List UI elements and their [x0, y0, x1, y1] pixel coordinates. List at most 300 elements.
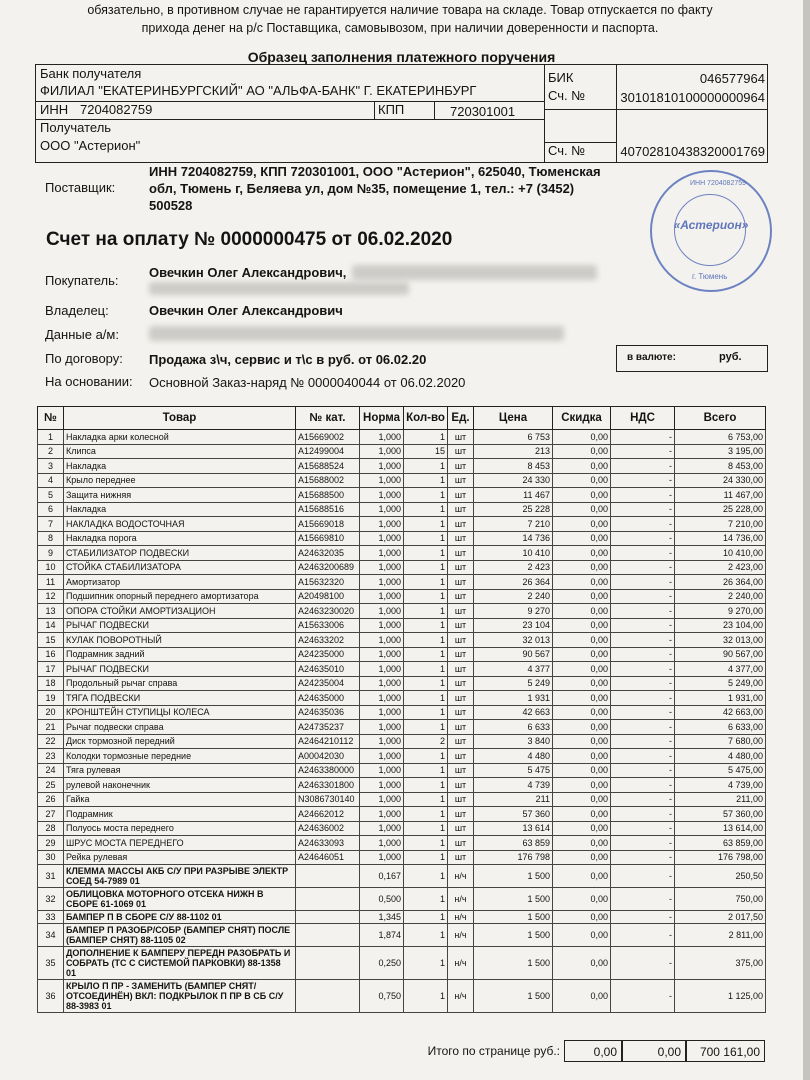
cell-unit: шт: [448, 676, 474, 691]
table-row: [38, 589, 766, 604]
cell-unit: шт: [448, 705, 474, 720]
cell-norm: 1,000: [360, 575, 404, 590]
cell-vat: -: [611, 850, 675, 865]
cell-catalog-number: [296, 980, 360, 1013]
cell-row-number: 1: [38, 430, 64, 445]
cell-vat: -: [611, 734, 675, 749]
cell-catalog-number: A24235004: [296, 676, 360, 691]
cell-quantity: 1: [404, 980, 448, 1013]
col-header-qty: Кол-во: [404, 407, 448, 430]
cell-row-number: 20: [38, 705, 64, 720]
col-header-discount: Скидка: [553, 407, 611, 430]
cell-discount: 0,00: [553, 488, 611, 503]
kpp-value: 720301001: [450, 104, 516, 119]
cell-catalog-number: A00042030: [296, 749, 360, 764]
cell-price: 11 467: [474, 488, 553, 503]
table-row: [38, 792, 766, 807]
cell-total: 57 360,00: [675, 807, 766, 822]
col-header-price: Цена: [474, 407, 553, 430]
cell-norm: 0,500: [360, 888, 404, 911]
cell-quantity: 15: [404, 444, 448, 459]
cell-product-name: КЛЕММА МАССЫ АКБ С/У ПРИ РАЗРЫВЕ ЭЛЕКТР СОЕД 54-7989 01: [64, 865, 296, 888]
cell-vat: -: [611, 807, 675, 822]
cell-row-number: 32: [38, 888, 64, 911]
cell-unit: н/ч: [448, 911, 474, 924]
cell-product-name: ШРУС МОСТА ПЕРЕДНЕГО: [64, 836, 296, 851]
cell-quantity: 1: [404, 560, 448, 575]
cell-unit: шт: [448, 807, 474, 822]
cell-product-name: НАКЛАДКА ВОДОСТОЧНАЯ: [64, 517, 296, 532]
cell-discount: 0,00: [553, 836, 611, 851]
table-row: [38, 807, 766, 822]
table-row: [38, 546, 766, 561]
cell-row-number: 6: [38, 502, 64, 517]
basis-value: Основной Заказ-наряд № 0000040044 от 06.02.2020: [149, 375, 466, 390]
cell-total: 90 567,00: [675, 647, 766, 662]
cell-catalog-number: A15688516: [296, 502, 360, 517]
table-row: [38, 531, 766, 546]
cell-product-name: Накладка арки колесной: [64, 430, 296, 445]
table-row: [38, 633, 766, 648]
cell-discount: 0,00: [553, 473, 611, 488]
cell-total: 6 633,00: [675, 720, 766, 735]
table-row: [38, 836, 766, 851]
cell-unit: н/ч: [448, 980, 474, 1013]
table-row: [38, 488, 766, 503]
cell-row-number: 17: [38, 662, 64, 677]
cell-product-name: СТОЙКА СТАБИЛИЗАТОРА: [64, 560, 296, 575]
cell-total: 2 423,00: [675, 560, 766, 575]
payment-note-line1: обязательно, в противном случае не гарантируется наличие товара на складе. Товар отпускается по факту: [87, 3, 713, 17]
stamp-company-name: «Астерион»: [673, 218, 749, 232]
cell-discount: 0,00: [553, 947, 611, 980]
cell-quantity: 1: [404, 546, 448, 561]
cell-norm: 1,000: [360, 749, 404, 764]
cell-norm: 1,000: [360, 778, 404, 793]
account-value: 40702810438320001769: [620, 144, 765, 159]
cell-vat: -: [611, 589, 675, 604]
totals-vat: 0,00: [622, 1040, 686, 1062]
cell-quantity: 1: [404, 589, 448, 604]
cell-total: 7 210,00: [675, 517, 766, 532]
cell-price: 32 013: [474, 633, 553, 648]
cell-quantity: 1: [404, 517, 448, 532]
cell-unit: шт: [448, 589, 474, 604]
cell-discount: 0,00: [553, 763, 611, 778]
recipient-bank-label: Банк получателя: [40, 66, 142, 81]
cell-total: 11 467,00: [675, 488, 766, 503]
cell-norm: 1,000: [360, 720, 404, 735]
cell-product-name: РЫЧАГ ПОДВЕСКИ: [64, 618, 296, 633]
kpp-label: КПП: [378, 102, 405, 117]
table-row: [38, 947, 766, 980]
cell-product-name: Амортизатор: [64, 575, 296, 590]
cell-catalog-number: [296, 924, 360, 947]
cell-unit: н/ч: [448, 888, 474, 911]
cell-norm: 1,000: [360, 546, 404, 561]
cell-vat: -: [611, 517, 675, 532]
cell-total: 14 736,00: [675, 531, 766, 546]
cell-unit: н/ч: [448, 947, 474, 980]
cell-row-number: 21: [38, 720, 64, 735]
cell-row-number: 27: [38, 807, 64, 822]
cell-vat: -: [611, 911, 675, 924]
cell-total: 63 859,00: [675, 836, 766, 851]
cell-total: 5 475,00: [675, 763, 766, 778]
cell-vat: -: [611, 980, 675, 1013]
cell-discount: 0,00: [553, 911, 611, 924]
cell-total: 26 364,00: [675, 575, 766, 590]
col-header-norm: Норма: [360, 407, 404, 430]
cell-discount: 0,00: [553, 546, 611, 561]
cell-price: 4 480: [474, 749, 553, 764]
cell-catalog-number: A15669810: [296, 531, 360, 546]
cell-row-number: 19: [38, 691, 64, 706]
cell-price: 6 753: [474, 430, 553, 445]
cell-norm: 1,000: [360, 807, 404, 822]
cell-catalog-number: A15688002: [296, 473, 360, 488]
cell-norm: 1,000: [360, 836, 404, 851]
cell-quantity: 1: [404, 502, 448, 517]
cell-quantity: 1: [404, 705, 448, 720]
cell-vat: -: [611, 488, 675, 503]
table-row: [38, 691, 766, 706]
cell-quantity: 1: [404, 924, 448, 947]
cell-product-name: ОБЛИЦОВКА МОТОРНОГО ОТСЕКА НИЖН В СБОРЕ 61-1069 01: [64, 888, 296, 911]
cell-quantity: 1: [404, 473, 448, 488]
cell-norm: 1,000: [360, 618, 404, 633]
table-row: [38, 821, 766, 836]
cell-price: 5 249: [474, 676, 553, 691]
cell-vat: -: [611, 546, 675, 561]
cell-unit: шт: [448, 778, 474, 793]
cell-vat: -: [611, 749, 675, 764]
cell-unit: шт: [448, 430, 474, 445]
cell-product-name: Гайка: [64, 792, 296, 807]
cell-row-number: 24: [38, 763, 64, 778]
vehicle-label: Данные а/м:: [45, 327, 119, 342]
cell-quantity: 1: [404, 850, 448, 865]
cell-unit: шт: [448, 444, 474, 459]
cell-row-number: 5: [38, 488, 64, 503]
cell-quantity: 1: [404, 430, 448, 445]
cell-catalog-number: A24235000: [296, 647, 360, 662]
cell-product-name: Накладка: [64, 459, 296, 474]
cell-catalog-number: A24633202: [296, 633, 360, 648]
cell-price: 8 453: [474, 459, 553, 474]
cell-catalog-number: A24635036: [296, 705, 360, 720]
cell-vat: -: [611, 502, 675, 517]
cell-catalog-number: A24735237: [296, 720, 360, 735]
cell-unit: шт: [448, 836, 474, 851]
cell-total: 176 798,00: [675, 850, 766, 865]
cell-norm: 1,000: [360, 705, 404, 720]
supplier-label: Поставщик:: [45, 180, 116, 195]
cell-norm: 0,750: [360, 980, 404, 1013]
cell-quantity: 1: [404, 488, 448, 503]
basis-label: На основании:: [45, 374, 133, 389]
cell-discount: 0,00: [553, 705, 611, 720]
cell-discount: 0,00: [553, 749, 611, 764]
cell-product-name: Защита нижняя: [64, 488, 296, 503]
col-header-vat: НДС: [611, 407, 675, 430]
cell-unit: шт: [448, 633, 474, 648]
cell-total: 8 453,00: [675, 459, 766, 474]
corr-account-value: 30101810100000000964: [620, 90, 765, 105]
cell-unit: шт: [448, 792, 474, 807]
cell-catalog-number: A15669002: [296, 430, 360, 445]
cell-norm: 1,000: [360, 430, 404, 445]
cell-vat: -: [611, 947, 675, 980]
cell-vat: -: [611, 691, 675, 706]
cell-catalog-number: A24646051: [296, 850, 360, 865]
cell-catalog-number: A15688500: [296, 488, 360, 503]
cell-row-number: 12: [38, 589, 64, 604]
cell-product-name: Подрамник: [64, 807, 296, 822]
cell-price: 211: [474, 792, 553, 807]
cell-discount: 0,00: [553, 888, 611, 911]
cell-discount: 0,00: [553, 807, 611, 822]
table-row: [38, 459, 766, 474]
cell-discount: 0,00: [553, 980, 611, 1013]
cell-vat: -: [611, 633, 675, 648]
cell-vat: -: [611, 888, 675, 911]
table-row: [38, 575, 766, 590]
table-row: [38, 980, 766, 1013]
cell-price: 2 240: [474, 589, 553, 604]
cell-unit: шт: [448, 850, 474, 865]
cell-discount: 0,00: [553, 662, 611, 677]
table-row: [38, 911, 766, 924]
cell-unit: шт: [448, 734, 474, 749]
cell-unit: н/ч: [448, 865, 474, 888]
cell-unit: шт: [448, 662, 474, 677]
cell-discount: 0,00: [553, 676, 611, 691]
cell-quantity: 1: [404, 720, 448, 735]
cell-vat: -: [611, 676, 675, 691]
cell-total: 3 195,00: [675, 444, 766, 459]
cell-catalog-number: A24635010: [296, 662, 360, 677]
cell-total: 13 614,00: [675, 821, 766, 836]
cell-vat: -: [611, 459, 675, 474]
cell-vat: -: [611, 430, 675, 445]
bik-value: 046577964: [699, 71, 765, 86]
cell-unit: шт: [448, 604, 474, 619]
cell-total: 750,00: [675, 888, 766, 911]
cell-quantity: 1: [404, 821, 448, 836]
corr-account-label: Сч. №: [548, 88, 586, 103]
cell-row-number: 7: [38, 517, 64, 532]
cell-vat: -: [611, 720, 675, 735]
cell-unit: н/ч: [448, 924, 474, 947]
cell-catalog-number: A15688524: [296, 459, 360, 474]
cell-discount: 0,00: [553, 850, 611, 865]
cell-total: 4 480,00: [675, 749, 766, 764]
page-shadow-edge: [803, 0, 810, 1080]
cell-catalog-number: A2463380000: [296, 763, 360, 778]
cell-row-number: 28: [38, 821, 64, 836]
cell-product-name: РЫЧАГ ПОДВЕСКИ: [64, 662, 296, 677]
cell-price: 42 663: [474, 705, 553, 720]
totals-discount: 0,00: [564, 1040, 622, 1062]
cell-norm: 0,250: [360, 947, 404, 980]
cell-total: 32 013,00: [675, 633, 766, 648]
cell-total: 211,00: [675, 792, 766, 807]
cell-product-name: БАМПЕР П РАЗОБР/СОБР (БАМПЕР СНЯТ) ПОСЛЕ (БАМПЕР СНЯТ) 88-1105 02: [64, 924, 296, 947]
cell-vat: -: [611, 575, 675, 590]
cell-discount: 0,00: [553, 618, 611, 633]
cell-total: 375,00: [675, 947, 766, 980]
cell-price: 213: [474, 444, 553, 459]
cell-total: 9 270,00: [675, 604, 766, 619]
cell-price: 2 423: [474, 560, 553, 575]
cell-discount: 0,00: [553, 560, 611, 575]
cell-norm: 1,000: [360, 502, 404, 517]
cell-norm: 1,000: [360, 633, 404, 648]
col-header-product: Товар: [64, 407, 296, 430]
cell-norm: 1,000: [360, 473, 404, 488]
cell-row-number: 13: [38, 604, 64, 619]
company-stamp: [650, 170, 772, 292]
cell-quantity: 1: [404, 604, 448, 619]
cell-price: 7 210: [474, 517, 553, 532]
cell-price: 1 500: [474, 911, 553, 924]
cell-catalog-number: A2464210112: [296, 734, 360, 749]
table-row: [38, 502, 766, 517]
cell-quantity: 1: [404, 691, 448, 706]
cell-price: 6 633: [474, 720, 553, 735]
cell-discount: 0,00: [553, 575, 611, 590]
cell-total: 24 330,00: [675, 473, 766, 488]
cell-price: 1 500: [474, 865, 553, 888]
cell-total: 250,50: [675, 865, 766, 888]
cell-quantity: 1: [404, 947, 448, 980]
cell-norm: 1,000: [360, 734, 404, 749]
cell-total: 4 739,00: [675, 778, 766, 793]
cell-vat: -: [611, 705, 675, 720]
cell-catalog-number: A2463230020: [296, 604, 360, 619]
cell-norm: 1,000: [360, 444, 404, 459]
cell-catalog-number: [296, 865, 360, 888]
cell-discount: 0,00: [553, 502, 611, 517]
cell-product-name: ТЯГА ПОДВЕСКИ: [64, 691, 296, 706]
cell-catalog-number: [296, 911, 360, 924]
cell-quantity: 1: [404, 865, 448, 888]
cell-discount: 0,00: [553, 531, 611, 546]
cell-total: 6 753,00: [675, 430, 766, 445]
table-row: [38, 888, 766, 911]
cell-product-name: Тяга рулевая: [64, 763, 296, 778]
table-row: [38, 865, 766, 888]
cell-catalog-number: N3086730140: [296, 792, 360, 807]
cell-vat: -: [611, 647, 675, 662]
cell-row-number: 4: [38, 473, 64, 488]
cell-price: 14 736: [474, 531, 553, 546]
cell-vat: -: [611, 778, 675, 793]
cell-product-name: ДОПОЛНЕНИЕ К БАМПЕРУ ПЕРЕДН РАЗОБРАТЬ И СОБРАТЬ (ТС С СИСТЕМОЙ ПАРКОВКИ) 88-1358 01: [64, 947, 296, 980]
cell-catalog-number: [296, 888, 360, 911]
cell-norm: 1,874: [360, 924, 404, 947]
cell-norm: 1,345: [360, 911, 404, 924]
recipient-label: Получатель: [40, 120, 112, 135]
cell-quantity: 1: [404, 888, 448, 911]
col-header-catalog: № кат.: [296, 407, 360, 430]
cell-catalog-number: A2463301800: [296, 778, 360, 793]
cell-vat: -: [611, 444, 675, 459]
cell-vat: -: [611, 604, 675, 619]
cell-discount: 0,00: [553, 865, 611, 888]
cell-quantity: 1: [404, 662, 448, 677]
cell-unit: шт: [448, 459, 474, 474]
table-row: [38, 705, 766, 720]
supplier-line3: 500528: [149, 198, 193, 213]
currency-label: в валюте:: [627, 352, 676, 363]
buyer-label: Покупатель:: [45, 273, 119, 288]
bik-label: БИК: [548, 70, 574, 85]
cell-price: 1 500: [474, 947, 553, 980]
cell-price: 1 931: [474, 691, 553, 706]
cell-norm: 1,000: [360, 560, 404, 575]
cell-total: 42 663,00: [675, 705, 766, 720]
cell-product-name: Рейка рулевая: [64, 850, 296, 865]
cell-vat: -: [611, 924, 675, 947]
cell-quantity: 1: [404, 459, 448, 474]
currency-box: [616, 345, 768, 372]
stamp-inn: ИНН 7204082759: [690, 180, 747, 187]
table-row: [38, 734, 766, 749]
cell-row-number: 8: [38, 531, 64, 546]
cell-vat: -: [611, 763, 675, 778]
cell-catalog-number: A24632035: [296, 546, 360, 561]
cell-vat: -: [611, 865, 675, 888]
cell-discount: 0,00: [553, 459, 611, 474]
table-header-row: [38, 407, 766, 430]
table-row: [38, 444, 766, 459]
cell-norm: 1,000: [360, 763, 404, 778]
cell-norm: 1,000: [360, 647, 404, 662]
cell-discount: 0,00: [553, 821, 611, 836]
cell-discount: 0,00: [553, 517, 611, 532]
cell-row-number: 31: [38, 865, 64, 888]
cell-discount: 0,00: [553, 734, 611, 749]
currency-value: руб.: [719, 351, 742, 363]
table-row: [38, 560, 766, 575]
account-label: Сч. №: [548, 143, 586, 158]
cell-norm: 1,000: [360, 850, 404, 865]
cell-catalog-number: A2463200689: [296, 560, 360, 575]
cell-unit: шт: [448, 749, 474, 764]
cell-row-number: 9: [38, 546, 64, 561]
cell-vat: -: [611, 473, 675, 488]
cell-total: 23 104,00: [675, 618, 766, 633]
cell-unit: шт: [448, 763, 474, 778]
table-row: [38, 924, 766, 947]
cell-row-number: 2: [38, 444, 64, 459]
cell-product-name: Продольный рычаг справа: [64, 676, 296, 691]
cell-total: 1 125,00: [675, 980, 766, 1013]
cell-product-name: Накладка: [64, 502, 296, 517]
cell-total: 25 228,00: [675, 502, 766, 517]
cell-norm: 1,000: [360, 676, 404, 691]
cell-row-number: 3: [38, 459, 64, 474]
cell-price: 9 270: [474, 604, 553, 619]
cell-unit: шт: [448, 575, 474, 590]
cell-product-name: СТАБИЛИЗАТОР ПОДВЕСКИ: [64, 546, 296, 561]
cell-row-number: 15: [38, 633, 64, 648]
cell-norm: 1,000: [360, 821, 404, 836]
cell-catalog-number: [296, 947, 360, 980]
cell-unit: шт: [448, 473, 474, 488]
